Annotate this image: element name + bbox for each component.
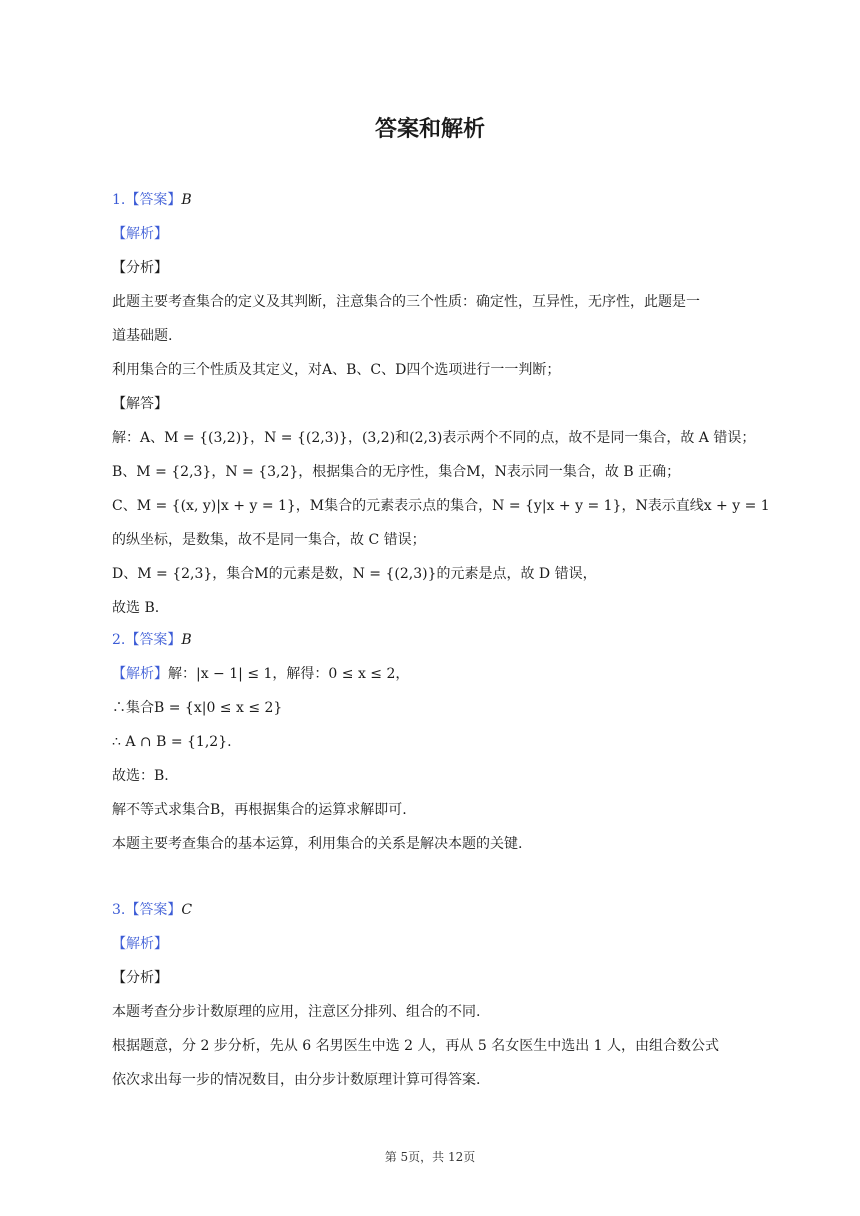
q2-jiexi-tag: 【解析】	[112, 666, 168, 682]
q3-answer-line	[112, 900, 752, 920]
q3-answer-tag: 【答案】	[125, 902, 182, 918]
q2-method-line: 解不等式求集合B，再根据集合的运算求解即可.	[112, 802, 407, 818]
q1-fenxi-tag: 【分析】	[112, 260, 168, 276]
q2-intersection-line: ∴ A ∩ B = {1,2}.	[112, 734, 232, 750]
page-title: 答案和解析	[374, 117, 485, 142]
q1-number: 1.	[112, 192, 126, 208]
q2-jiexi-line	[112, 664, 752, 684]
page-footer: 第 5页，共 12页	[384, 1150, 476, 1164]
q1-solution-line1: 解：A、M = {(3,2)}，N = {(2,3)}，(3,2)和(2,3)表示两个不同的点，故不是同一集合，故 A 错误；	[112, 430, 756, 446]
q1-solution-line4: 的纵坐标，是数集，故不是同一集合，故 C 错误；	[112, 532, 426, 548]
q3-method-line1: 根据题意，分 2 步分析，先从 6 名男医生中选 2 人，再从 5 名女医生中选出 1 人，由组合数公式	[112, 1038, 720, 1054]
q2-solve-text: 解：|x − 1| ≤ 1，解得：0 ≤ x ≤ 2，	[168, 666, 410, 682]
q1-jieda-tag: 【解答】	[112, 396, 168, 412]
q1-analysis-line1: 此题主要考查集合的定义及其判断，注意集合的三个性质：确定性，互异性，无序性，此题是一	[112, 294, 700, 310]
q1-conclusion: 故选 B.	[112, 600, 160, 616]
q1-method-line: 利用集合的三个性质及其定义，对A、B、C、D四个选项进行一一判断；	[112, 362, 561, 378]
q1-answer-tag: 【答案】	[125, 192, 182, 208]
q2-answer-line	[112, 630, 752, 650]
q1-analysis-line2: 道基础题.	[112, 328, 173, 344]
q2-summary-line: 本题主要考查集合的基本运算，利用集合的关系是解决本题的关键.	[112, 836, 523, 852]
q1-jiexi-tag: 【解析】	[112, 226, 168, 242]
q2-answer-tag: 【答案】	[125, 632, 182, 648]
q2-set-b-line: ∴集合B = {x|0 ≤ x ≤ 2}	[112, 700, 283, 716]
q3-number: 3.	[112, 902, 126, 918]
q1-solution-line5: D、M = {2,3}，集合M的元素是数，N = {(2,3)}的元素是点，故 D 错误，	[112, 566, 597, 582]
q2-answer-value: B	[181, 632, 192, 648]
q3-answer-value: C	[181, 902, 193, 918]
q1-answer-line	[112, 190, 752, 210]
q3-analysis-line: 本题考查分步计数原理的应用，注意区分排列、组合的不同.	[112, 1004, 481, 1020]
q3-jiexi-tag: 【解析】	[112, 936, 168, 952]
q3-fenxi-tag: 【分析】	[112, 970, 168, 986]
q1-solution-line2: B、M = {2,3}，N = {3,2}，根据集合的无序性，集合M，N表示同一集合，故 B 正确；	[112, 464, 681, 480]
q3-method-line2: 依次求出每一步的情况数目，由分步计数原理计算可得答案.	[112, 1072, 481, 1088]
q1-solution-line3: C、M = {(x, y)|x + y = 1}，M集合的元素表示点的集合，N = {y|x + y = 1}，N表示直线x + y = 1	[112, 498, 770, 514]
q1-answer-value: B	[181, 192, 192, 208]
q2-choice-line: 故选：B.	[112, 768, 169, 784]
q2-number: 2.	[112, 632, 126, 648]
